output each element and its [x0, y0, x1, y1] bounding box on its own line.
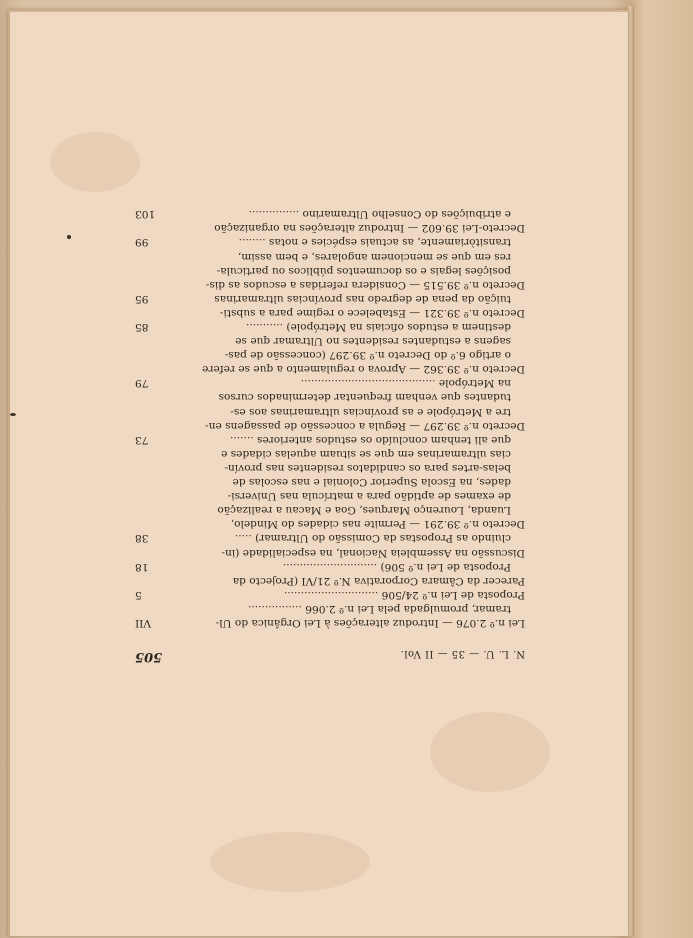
index-entry	[135, 433, 525, 532]
entry-line: o artigo 6.º do Decreto n.º 39.297 (concessão de pas-	[224, 349, 511, 362]
ink-speck	[67, 235, 71, 239]
paper-stain	[50, 132, 140, 192]
entry-page-ref: 103	[135, 208, 156, 221]
index-entry	[135, 588, 525, 602]
entry-line: Proposta de Lei n.º 506) ............................ 18	[135, 560, 511, 573]
entry-line: tramar, promulgada pela Lei n.º 2.066 ................	[248, 602, 511, 615]
paper-stain	[430, 712, 550, 792]
index-entry	[135, 292, 525, 320]
entry-line: Discussão na Assembleia Nacional, na especialidade (in-	[221, 546, 525, 559]
index-entry	[135, 235, 525, 291]
entry-line: belas-artes para os candidatos residentes nas provín-	[224, 461, 511, 474]
running-head	[135, 644, 525, 664]
ink-speck	[10, 413, 16, 416]
entry-line: dades, na Escola Superior Colonial e nas escolas de	[232, 476, 511, 489]
entry-line: res em que se mencionem angolares, e bem assim,	[237, 250, 511, 263]
paper-stain	[210, 832, 370, 892]
entry-line: Luanda, Lourenço Marques, Goa e Macau a realização	[217, 504, 511, 517]
entry-line: transitòriamente, as actuais espécies e notas ........ 99	[135, 236, 511, 249]
index-entry	[135, 531, 525, 559]
entry-line: cluindo as Propostas da Comissão do Ultramar) ..... 38	[135, 532, 511, 545]
entry-page-ref: 5	[135, 588, 142, 601]
entry-line: Lei n.º 2.076 — Introduz alterações à Lei Orgânica do Ul- VII	[135, 617, 525, 629]
index-text-block	[135, 140, 525, 664]
entry-page-ref: VII	[135, 617, 152, 629]
entry-line: sagens a estudantes residentes no Ultramar que se	[235, 335, 511, 348]
entry-line: e atribuições do Conselho Ultramarino ............... 103	[135, 208, 511, 221]
entry-line: que ali tenham concluído os estudos anteriores ....... 73	[135, 433, 511, 446]
entry-line: de exames de aptidão para a matrícula nas Universi-	[227, 490, 511, 503]
index-entry	[135, 207, 525, 235]
index-entry	[135, 602, 525, 630]
page-number: 505	[135, 649, 163, 664]
entry-line: tudantes que venham frequentar determinados cursos	[218, 391, 511, 404]
entry-line: Proposta de Lei n.º 24/506 ............................ 5	[135, 588, 525, 601]
entry-page-ref: 38	[135, 532, 149, 545]
entry-page-ref: 73	[135, 433, 149, 446]
index-entry	[135, 376, 525, 432]
entry-page-ref: 95	[135, 292, 149, 305]
entry-line: tre a Metrópole e as províncias ultramarinas aos es-	[230, 405, 511, 418]
entry-line: na Metrópole ........................................ 79	[135, 377, 511, 390]
entry-line: Decreto-Lei 39.602 — Introduz alterações na organização	[214, 222, 525, 235]
entry-line: cias ultramarinas em que se situam aquelas cidades e	[221, 447, 511, 460]
entry-line: Decreto n.º 39.297 — Regula a concessão de passagens en-	[205, 419, 525, 432]
entry-line: Decreto n.º 39.362 — Aprova o regulamento a que se refere	[202, 363, 525, 376]
index-entry	[135, 560, 525, 588]
index-entry	[135, 320, 525, 376]
entry-line: Decreto n.º 39.321 — Estabelece o regime para a substi-	[219, 306, 525, 319]
entry-line: tuição da pena de degredo nas províncias ultramarinas 95	[135, 292, 511, 305]
entry-page-ref: 99	[135, 236, 149, 249]
entry-page-ref: 79	[135, 377, 149, 390]
entry-line: posições legais e os documentos públicos ou particula-	[216, 264, 511, 277]
entry-page-ref: 85	[135, 321, 149, 334]
series-label: N. L. U. — 35 — II Vol.	[400, 648, 525, 659]
entry-line: destinem a estudos oficiais na Metrópole) ........... 85	[135, 321, 511, 334]
entry-page-ref: 18	[135, 560, 149, 573]
entry-line: Parecer da Câmara Corporativa N.º 21/VI (Projecto da	[232, 574, 525, 587]
entry-line: Decreto n.º 39.515 — Considera referidas a escudos as dis-	[205, 278, 525, 291]
entry-line: Decreto n.º 39.291 — Permite nas cidades do Mindelo,	[230, 518, 525, 531]
